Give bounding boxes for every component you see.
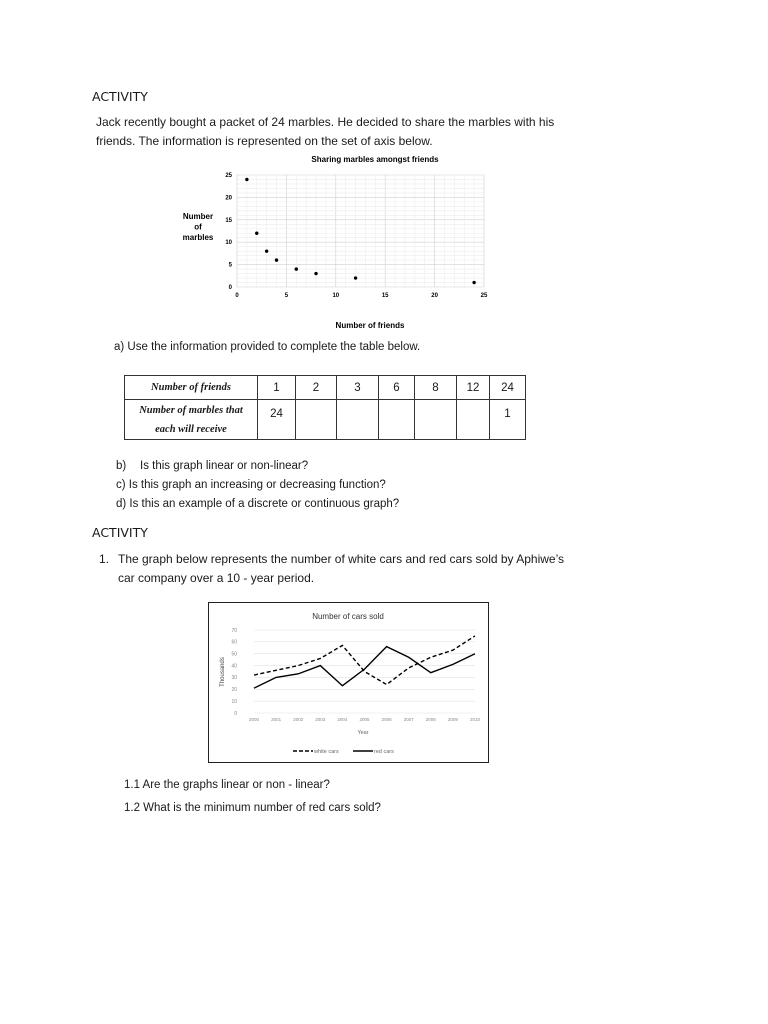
row-label-marbles-line1: Number of marbles that [139, 404, 243, 416]
x-tick-label: 2008 [425, 717, 436, 722]
table-cell [457, 400, 490, 440]
scatter-x-axis-label: Number of friends [335, 321, 405, 330]
x-tick-label: 2009 [447, 717, 458, 722]
table-cell: 24 [490, 376, 526, 400]
data-point [314, 272, 317, 275]
line-y-axis-label: Thousands [220, 657, 226, 687]
table-cell: 12 [457, 376, 490, 400]
data-point [245, 178, 248, 181]
row-label-marbles [125, 400, 258, 440]
y-tick-label: 0 [234, 710, 237, 717]
x-tick-label: 2000 [248, 717, 260, 722]
question-a: a) Use the information provided to complete the table below. [114, 341, 421, 353]
row-label-marbles-line2: each will receive [155, 423, 227, 435]
q1-line-1: The graph below represents the number of white cars and red cars sold by Aphiwe’s [118, 552, 565, 566]
q1-line-2: car company over a 10 - year period. [118, 571, 315, 585]
y-tick-label: 20 [231, 687, 237, 694]
y-tick-label: 70 [231, 627, 237, 634]
table-cell: 1 [258, 376, 296, 400]
x-tick-label: 2004 [337, 717, 348, 722]
legend-label: red cars [374, 749, 394, 755]
table-cell: 8 [415, 376, 457, 400]
y-label-line: marbles [182, 233, 214, 242]
x-tick-label: 15 [381, 293, 389, 299]
table-cell: 3 [337, 376, 379, 400]
table-row [125, 376, 526, 400]
x-tick-label: 0 [235, 293, 239, 299]
scatter-title: Sharing marbles amongst friends [311, 155, 439, 164]
y-tick-label: 40 [231, 663, 237, 670]
y-tick-label: 60 [231, 639, 237, 646]
line-x-axis-label: Year [357, 730, 369, 736]
y-tick-label: 25 [225, 173, 232, 179]
table-cell [415, 400, 457, 440]
data-point [472, 281, 475, 284]
table-cell [296, 400, 337, 440]
x-tick-label: 2005 [359, 717, 370, 722]
x-tick-label: 25 [480, 293, 488, 299]
table-cell: 2 [296, 376, 337, 400]
table-cell [379, 400, 415, 440]
x-tick-label: 2010 [469, 717, 481, 722]
intro-line-2: friends. The information is represented on the set of axis below. [96, 134, 433, 148]
y-label-line: Number [182, 212, 214, 221]
line-chart-title: Number of cars sold [312, 612, 384, 621]
question-b: Is this graph linear or non-linear? [140, 460, 309, 472]
x-tick-label: 5 [284, 293, 289, 299]
y-label-line: of [194, 222, 202, 232]
activity-heading: ACTIVITY [92, 89, 148, 104]
scatter-points [245, 178, 476, 284]
x-tick-label: 2006 [381, 717, 392, 722]
intro-line-1: Jack recently bought a packet of 24 marbles. He decided to share the marbles with his [96, 115, 555, 129]
y-tick-label: 10 [231, 698, 237, 705]
scatter-gridlines [237, 175, 484, 287]
row-label-friends: Number of friends [125, 376, 258, 400]
q1-number: 1. [99, 552, 110, 566]
activity-heading-2: ACTIVITY [92, 525, 148, 540]
scatter-y-axis-label [183, 212, 214, 242]
y-tick-label: 30 [231, 675, 237, 682]
x-tick-label: 20 [431, 293, 438, 299]
question-1-2: 1.2 What is the minimum number of red cars sold? [124, 802, 381, 814]
question-d: d) Is this an example of a discrete or continuous graph? [116, 498, 400, 510]
table-cell: 6 [379, 376, 415, 400]
chart-frame [209, 603, 489, 763]
scatter-tick-labels [225, 173, 488, 299]
legend-label: white cars [314, 749, 339, 755]
question-b-label: b) [116, 460, 127, 472]
x-tick-label: 2007 [403, 717, 414, 722]
data-point [354, 276, 357, 279]
question-1-1: 1.1 Are the graphs linear or non - linear? [124, 779, 330, 791]
x-tick-label: 2001 [271, 717, 282, 722]
question-c: c) Is this graph an increasing or decreasing function? [116, 479, 386, 491]
y-tick-label: 20 [225, 195, 232, 202]
data-point [295, 267, 298, 270]
marbles-scatter-chart [170, 148, 500, 334]
x-tick-label: 2002 [293, 717, 304, 722]
table-row [125, 400, 526, 440]
x-tick-label: 2003 [315, 717, 326, 722]
x-tick-label: 10 [332, 293, 340, 299]
table-cell: 24 [258, 400, 296, 440]
table-cell: 1 [490, 400, 526, 440]
data-point [275, 258, 278, 261]
data-point [255, 232, 258, 235]
table-cell [337, 400, 379, 440]
y-tick-label: 5 [228, 262, 232, 269]
y-tick-label: 15 [225, 217, 232, 224]
cars-line-chart [208, 602, 490, 764]
y-tick-label: 50 [231, 651, 237, 658]
y-tick-label: 0 [228, 285, 232, 291]
y-tick-label: 10 [225, 240, 232, 247]
data-point [265, 249, 268, 252]
marbles-table [124, 375, 526, 440]
